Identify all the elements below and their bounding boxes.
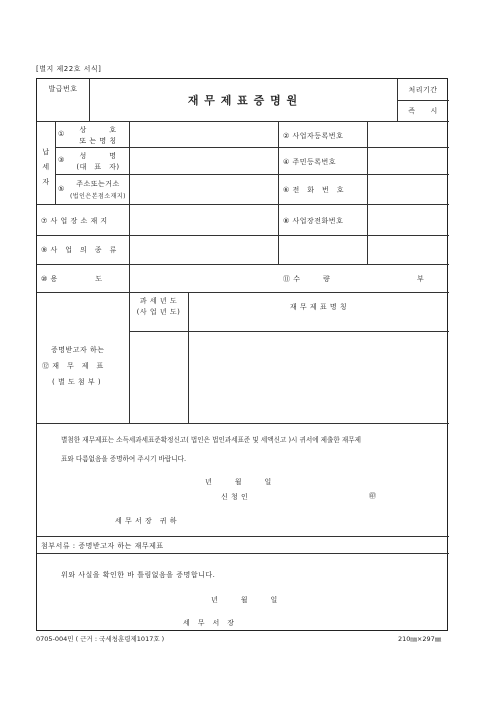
business-type-field[interactable]	[130, 236, 448, 263]
statements-label-1: 증명받고자 하는	[51, 346, 105, 354]
confirm-date: 년 월 일	[211, 596, 278, 604]
processing-period-label: 처리기간	[408, 86, 438, 94]
request-text-line-2: 표와 다름없음을 증명하여 주시기 바랍니다.	[61, 455, 187, 463]
processing-period-value: 즉 시	[408, 107, 438, 115]
business-reg-number-field[interactable]	[368, 122, 448, 147]
request-text-line-1: 별첨한 재무제표는 소득세과세표준확정신고( 법인은 법인과세표준 및 세액신고 )시 귀서에 제출한 재무제	[61, 436, 361, 444]
statements-label-2: ⑫ 재 무 제 표	[42, 362, 104, 370]
address-number: ⑤	[58, 185, 65, 193]
business-type-label: ⑨ 사 업 의 종 류	[41, 246, 117, 254]
representative-label-1: 성 명	[79, 152, 117, 160]
request-date: 년 월 일	[205, 478, 272, 486]
resident-reg-number-field[interactable]	[368, 148, 448, 173]
representative-number: ③	[58, 156, 65, 164]
form-code: 0705-004민 ( 근거 : 국세청훈령제1017호 )	[36, 635, 165, 643]
taxpayer-group-label-2: 세	[42, 163, 50, 171]
attachment-text: 첨부서류 : 증명받고자 하는 재무제표	[41, 542, 164, 550]
issue-number-label: 발급번호	[48, 85, 78, 93]
tax-year-header-1: 과 세 년 도	[139, 297, 178, 305]
trade-name-number: ①	[58, 130, 65, 138]
tax-year-field[interactable]	[130, 332, 187, 422]
tax-year-header-2: (사 업 년 도)	[136, 308, 181, 316]
form-title: 재 무 제 표 증 명 원	[187, 94, 299, 107]
taxpayer-group-label-3: 자	[42, 178, 50, 186]
taxpayer-group-label-1: 납	[42, 148, 50, 156]
paper-size: 210㎜×297㎜	[398, 635, 442, 643]
phone-number-field[interactable]	[368, 175, 448, 203]
address-field[interactable]	[130, 175, 277, 203]
statement-name-header: 재 무 제 표 명 칭	[289, 303, 348, 311]
statement-name-field[interactable]	[189, 332, 448, 422]
representative-field[interactable]	[130, 148, 277, 173]
representative-label-2: (대 표 자)	[76, 163, 120, 171]
business-site-label: ⑦ 사 업 장 소 재 지	[41, 217, 108, 225]
trade-name-field[interactable]	[130, 122, 277, 147]
applicant-label: 신 청 인	[221, 493, 249, 501]
form-number-label: [별지 제22호 서식]	[36, 65, 102, 73]
confirm-text: 위와 사실을 확인한 바 틀림없음을 증명합니다.	[61, 571, 216, 579]
resident-reg-number-label: ④ 주민등록번호	[283, 158, 337, 166]
business-site-phone-field[interactable]	[368, 205, 448, 234]
business-site-field[interactable]	[130, 205, 277, 234]
copies-unit: 부	[417, 275, 425, 283]
address-label-1: 주소또는거소	[76, 180, 120, 188]
seal-mark: ㊞	[369, 492, 377, 500]
confirm-signer: 세 무 서 장	[183, 619, 235, 627]
business-site-phone-label: ⑧ 사업장전화번호	[283, 217, 344, 225]
address-label-2: (법인은본점소재지)	[69, 193, 127, 200]
business-reg-number-label: ② 사업자등록번호	[283, 132, 344, 140]
applicant-field[interactable]	[259, 489, 359, 501]
statements-label-3: ( 별 도 첨 부 )	[52, 378, 102, 386]
trade-name-label-1: 상 호	[79, 126, 117, 134]
tax-office-addressee: 세 무 서 장 귀 하	[115, 517, 177, 525]
purpose-label: ⑩ 용 도	[41, 275, 103, 283]
trade-name-label-2: 또 는 명 칭	[79, 137, 117, 145]
financial-statement-certificate-form	[36, 78, 448, 631]
purpose-field[interactable]	[130, 265, 277, 291]
copies-label: ⑪ 수 량	[283, 275, 331, 283]
phone-number-label: ⑥ 전 화 번 호	[283, 186, 345, 194]
